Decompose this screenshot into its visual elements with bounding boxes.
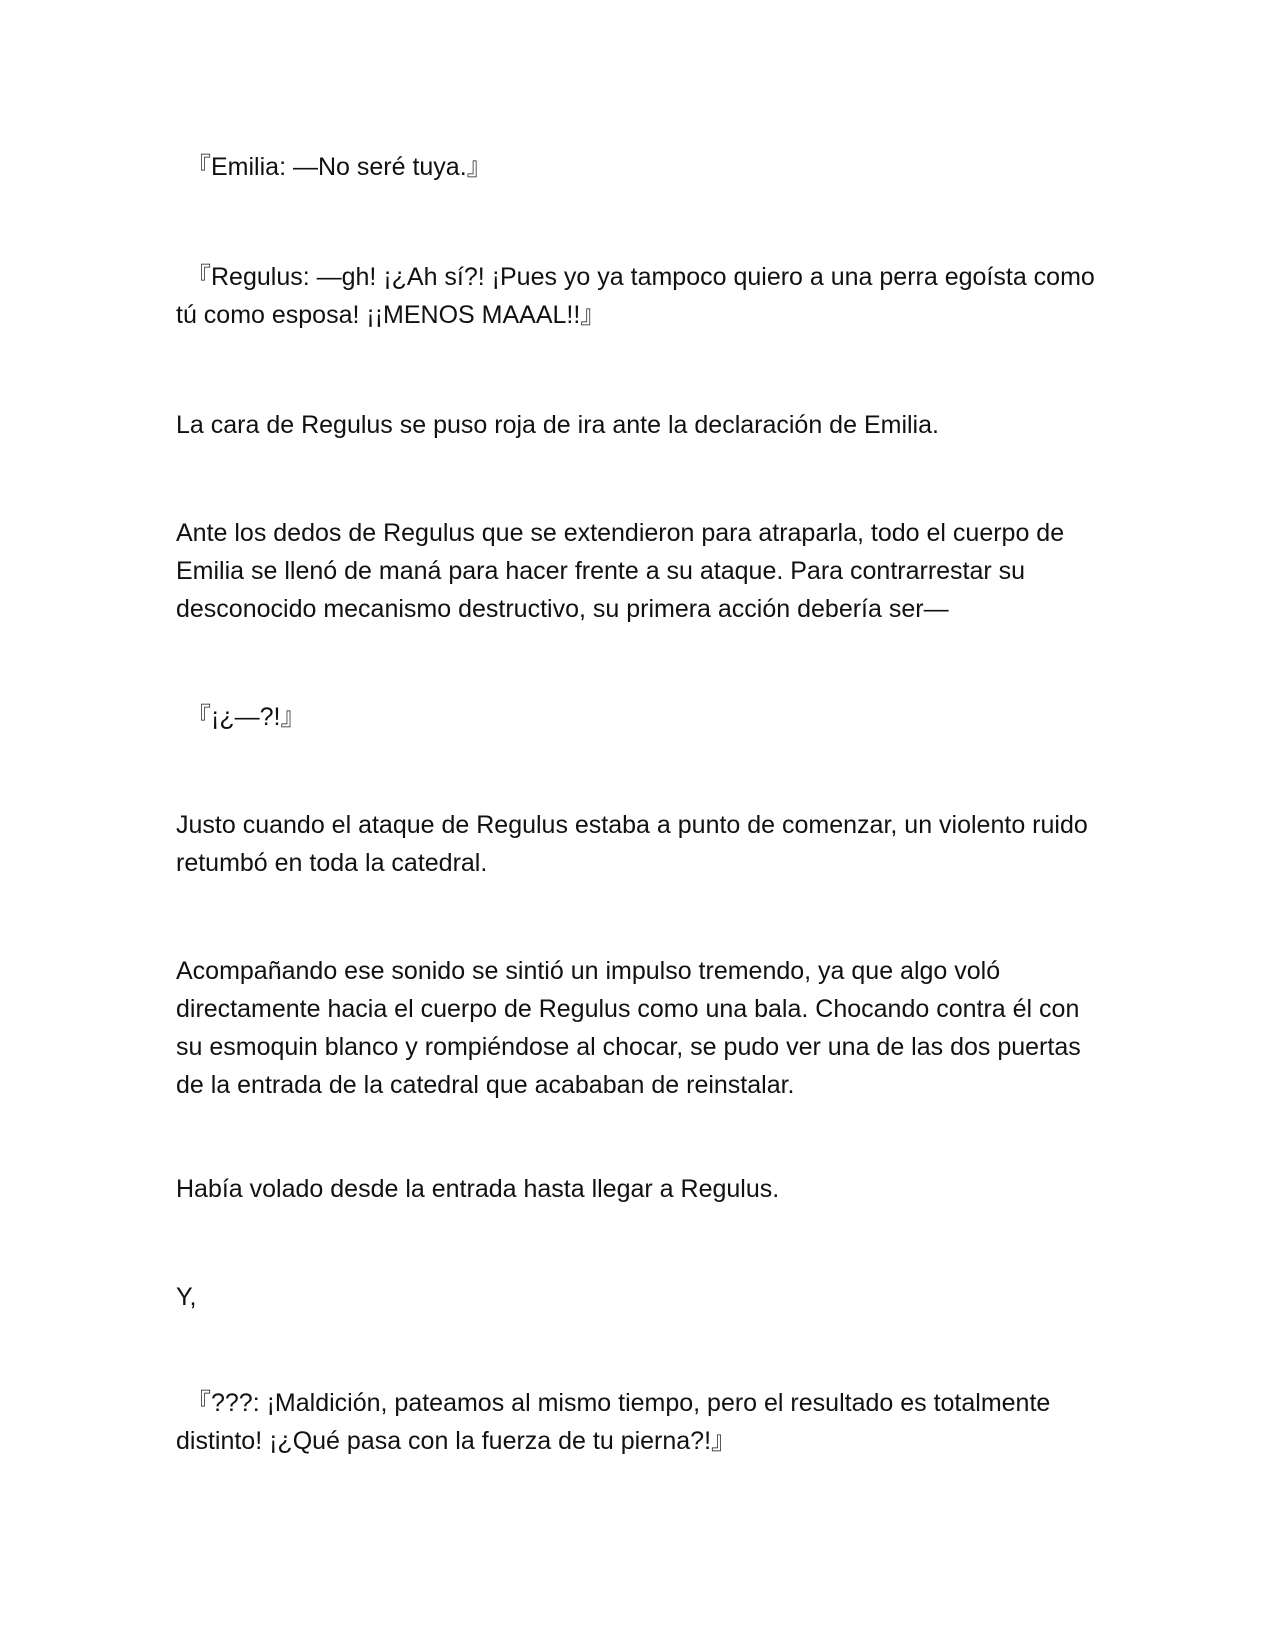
paragraph-unknown-speaker-line: 『???: ¡Maldición, pateamos al mismo tiempo, pero el resultado es totalmente distinto! ¡¿Qué pasa con la fuerza de tu pierna?!』 (176, 1389, 1051, 1455)
paragraph-narration-6: Y, (176, 1283, 197, 1311)
paragraph-regulus-line: 『Regulus: —gh! ¡¿Ah sí?! ¡Pues yo ya tampoco quiero a una perra egoísta como tú como esposa! ¡¡MENOS MAAAL!!』 (176, 263, 1095, 329)
paragraph-narration-4: Acompañando ese sonido se sintió un impulso tremendo, ya que algo voló directamente hacia el cuerpo de Regulus como una bala. Chocando contra él con su esmoquin blanco y rompiéndose al chocar, se pudo ver una de las dos puertas de la entrada de la catedral que acababan de reinstalar. (176, 957, 1081, 1099)
paragraph-narration-3: Justo cuando el ataque de Regulus estaba a punto de comenzar, un violento ruido retumbó en toda la catedral. (176, 811, 1088, 877)
paragraph-narration-5: Había volado desde la entrada hasta llegar a Regulus. (176, 1175, 780, 1203)
paragraph-exclamation-line: 『¡¿—?!』 (186, 703, 306, 731)
paragraph-narration-1: La cara de Regulus se puso roja de ira ante la declaración de Emilia. (176, 411, 939, 439)
paragraph-emilia-line: 『Emilia: —No seré tuya.』 (186, 153, 492, 181)
paragraph-narration-2: Ante los dedos de Regulus que se extendieron para atraparla, todo el cuerpo de Emilia se llenó de maná para hacer frente a su ataque. Para contrarrestar su desconocido mecanismo destructivo, su primera acción debería ser— (176, 519, 1065, 623)
